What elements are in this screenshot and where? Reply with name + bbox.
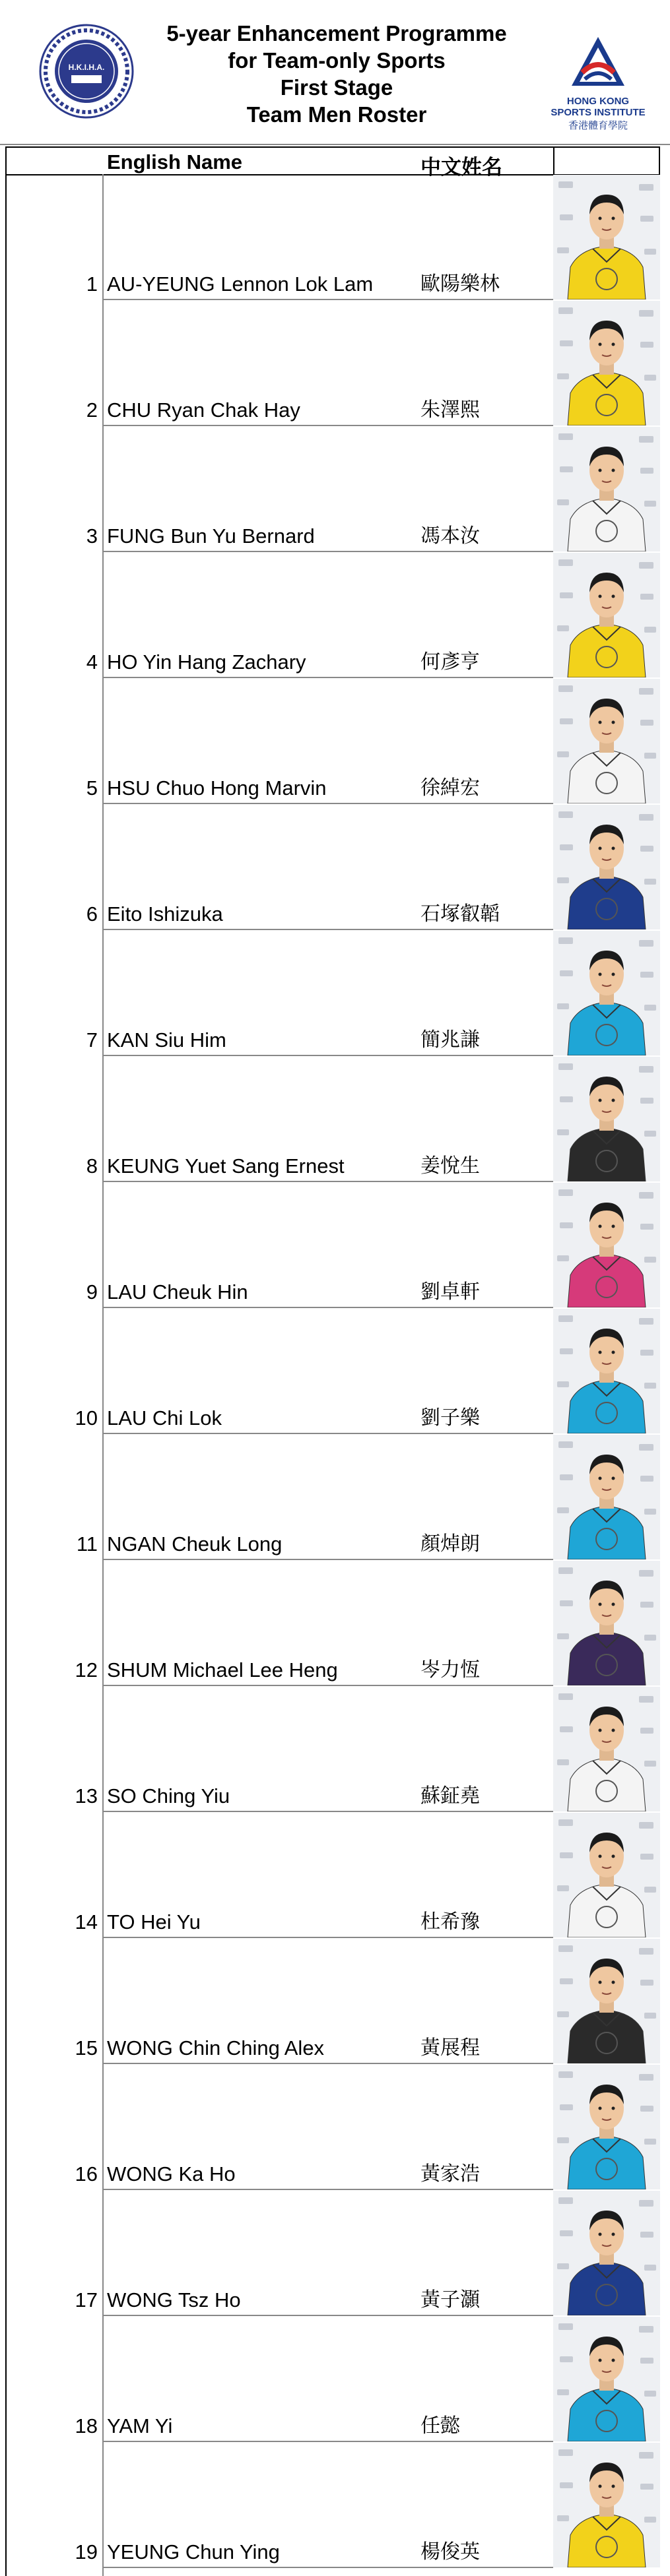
player-english-name: CHU Ryan Chak Hay (107, 398, 300, 422)
player-portrait-icon (553, 1687, 660, 1811)
player-row (0, 1560, 670, 1686)
row-underline (102, 2567, 553, 2568)
player-row (0, 930, 670, 1056)
player-portrait-icon (553, 1561, 660, 1685)
roster-header (0, 0, 670, 146)
player-chinese-name: 朱澤熙 (420, 398, 480, 422)
player-english-name: WONG Tsz Ho (107, 2288, 241, 2311)
player-photo (553, 1435, 660, 1559)
player-number: 17 (75, 2288, 98, 2311)
player-portrait-icon (553, 1435, 660, 1559)
player-chinese-name: 何彥亨 (420, 650, 480, 674)
hksi-name-line-1: HONG KONG (566, 96, 630, 107)
player-portrait-icon (553, 1813, 660, 1937)
player-portrait-icon (553, 427, 660, 551)
player-number: 19 (75, 2540, 98, 2563)
player-chinese-name: 杜希豫 (420, 1910, 480, 1933)
player-english-name: SO Ching Yiu (107, 1784, 230, 1807)
col-chinese-name: 中文姓名 (420, 156, 502, 179)
player-chinese-name: 黃子灝 (420, 2288, 480, 2311)
player-row (0, 1308, 670, 1434)
player-photo (553, 301, 660, 425)
player-chinese-name: 黃展程 (420, 2036, 480, 2059)
player-number: 10 (75, 1406, 98, 1429)
player-photo (553, 1939, 660, 2063)
player-photo (553, 1813, 660, 1937)
player-chinese-name: 石塚叡韜 (420, 902, 500, 926)
player-chinese-name: 劉卓軒 (420, 1280, 480, 1304)
player-english-name: WONG Chin Ching Alex (107, 2036, 325, 2059)
player-english-name: HO Yin Hang Zachary (107, 650, 306, 674)
player-number: 12 (75, 1658, 98, 1681)
hksi-logo (543, 33, 653, 132)
player-number: 13 (75, 1784, 98, 1807)
title-line-1: 5-year Enhancement Programme (166, 21, 507, 46)
player-english-name: HSU Chuo Hong Marvin (107, 776, 327, 800)
player-number: 7 (86, 1028, 98, 1052)
player-number: 8 (86, 1154, 98, 1178)
player-portrait-icon (553, 1309, 660, 1433)
player-number: 14 (75, 1910, 98, 1933)
player-row (0, 1434, 670, 1560)
player-chinese-name: 顏焯朗 (420, 1532, 480, 1555)
svg-text:H.K.I.H.A.: H.K.I.H.A. (68, 63, 105, 72)
player-english-name: TO Hei Yu (107, 1910, 201, 1933)
player-number: 11 (76, 1532, 98, 1555)
player-number: 2 (86, 398, 98, 422)
player-portrait-icon (553, 931, 660, 1055)
player-photo (553, 679, 660, 803)
player-row (0, 804, 670, 930)
player-number: 15 (75, 2036, 98, 2059)
player-chinese-name: 蘇鉦堯 (420, 1784, 480, 1807)
player-number: 4 (86, 650, 98, 674)
player-chinese-name: 姜悅生 (420, 1154, 480, 1178)
player-row (0, 552, 670, 678)
player-portrait-icon (553, 1939, 660, 2063)
player-chinese-name: 徐綽宏 (420, 776, 480, 800)
player-photo (553, 1561, 660, 1685)
player-number: 1 (86, 272, 98, 296)
player-photo (553, 1309, 660, 1433)
player-row (0, 1812, 670, 1938)
player-english-name: KEUNG Yuet Sang Ernest (107, 1154, 345, 1178)
player-portrait-icon (553, 553, 660, 677)
title-line-2: for Team-only Sports (228, 48, 446, 73)
player-number: 5 (86, 776, 98, 800)
col-english-name: English Name (107, 150, 242, 173)
player-portrait-icon (553, 2317, 660, 2441)
player-chinese-name: 簡兆謙 (420, 1028, 480, 1052)
hkiha-logo-icon (38, 22, 135, 120)
player-chinese-name: 楊俊英 (420, 2540, 480, 2563)
header-divider (0, 144, 670, 145)
player-chinese-name: 歐陽樂林 (420, 272, 500, 296)
player-photo (553, 1687, 660, 1811)
title-line-3: First Stage (280, 75, 393, 100)
player-row (0, 1938, 670, 2064)
player-row (0, 678, 670, 804)
player-row (0, 300, 670, 426)
player-photo (553, 1183, 660, 1307)
player-english-name: FUNG Bun Yu Bernard (107, 524, 315, 548)
title-line-4: Team Men Roster (246, 102, 427, 127)
player-chinese-name: 黃家浩 (420, 2162, 480, 2185)
player-row (0, 1182, 670, 1308)
player-number: 3 (86, 524, 98, 548)
player-photo (553, 1057, 660, 1181)
player-photo (553, 2443, 660, 2567)
roster-title (132, 20, 541, 128)
player-chinese-name: 岑力恆 (420, 1658, 480, 1681)
player-english-name: SHUM Michael Lee Heng (107, 1658, 338, 1681)
player-english-name: AU-YEUNG Lennon Lok Lam (107, 272, 374, 296)
player-english-name: YEUNG Chun Ying (107, 2540, 280, 2563)
player-row (0, 174, 670, 300)
player-portrait-icon (553, 2191, 660, 2315)
player-english-name: YAM Yi (107, 2414, 173, 2437)
player-photo (553, 931, 660, 1055)
player-portrait-icon (553, 1183, 660, 1307)
player-chinese-name: 任懿 (420, 2414, 460, 2437)
player-portrait-icon (553, 2443, 660, 2567)
player-english-name: WONG Ka Ho (107, 2162, 236, 2185)
player-portrait-icon (553, 1057, 660, 1181)
player-number: 9 (86, 1280, 98, 1304)
player-portrait-icon (553, 301, 660, 425)
player-row (0, 2190, 670, 2316)
player-number: 6 (86, 902, 98, 926)
player-portrait-icon (553, 175, 660, 299)
player-photo (553, 175, 660, 299)
player-photo (553, 805, 660, 929)
hksi-name-line-2: SPORTS INSTITUTE (551, 107, 646, 118)
player-photo (553, 553, 660, 677)
player-row (0, 2316, 670, 2442)
player-portrait-icon (553, 679, 660, 803)
player-row (0, 2064, 670, 2190)
player-row (0, 1056, 670, 1182)
player-row (0, 1686, 670, 1812)
player-row (0, 426, 670, 552)
player-english-name: LAU Cheuk Hin (107, 1280, 248, 1304)
player-chinese-name: 馮本汝 (420, 524, 480, 548)
player-number: 16 (75, 2162, 98, 2185)
player-number: 18 (75, 2414, 98, 2437)
player-photo (553, 2065, 660, 2189)
player-english-name: KAN Siu Him (107, 1028, 226, 1052)
photo-header-cell (553, 146, 660, 175)
player-photo (553, 2191, 660, 2315)
player-portrait-icon (553, 2065, 660, 2189)
hksi-emblem-icon (543, 33, 653, 92)
player-english-name: Eito Ishizuka (107, 902, 223, 926)
player-row (0, 2442, 670, 2568)
player-portrait-icon (553, 805, 660, 929)
player-chinese-name: 劉子樂 (420, 1406, 480, 1429)
player-photo (553, 2317, 660, 2441)
hksi-name-chinese: 香港體育學院 (568, 119, 628, 131)
player-photo (553, 427, 660, 551)
player-english-name: NGAN Cheuk Long (107, 1532, 283, 1555)
player-english-name: LAU Chi Lok (107, 1406, 222, 1429)
